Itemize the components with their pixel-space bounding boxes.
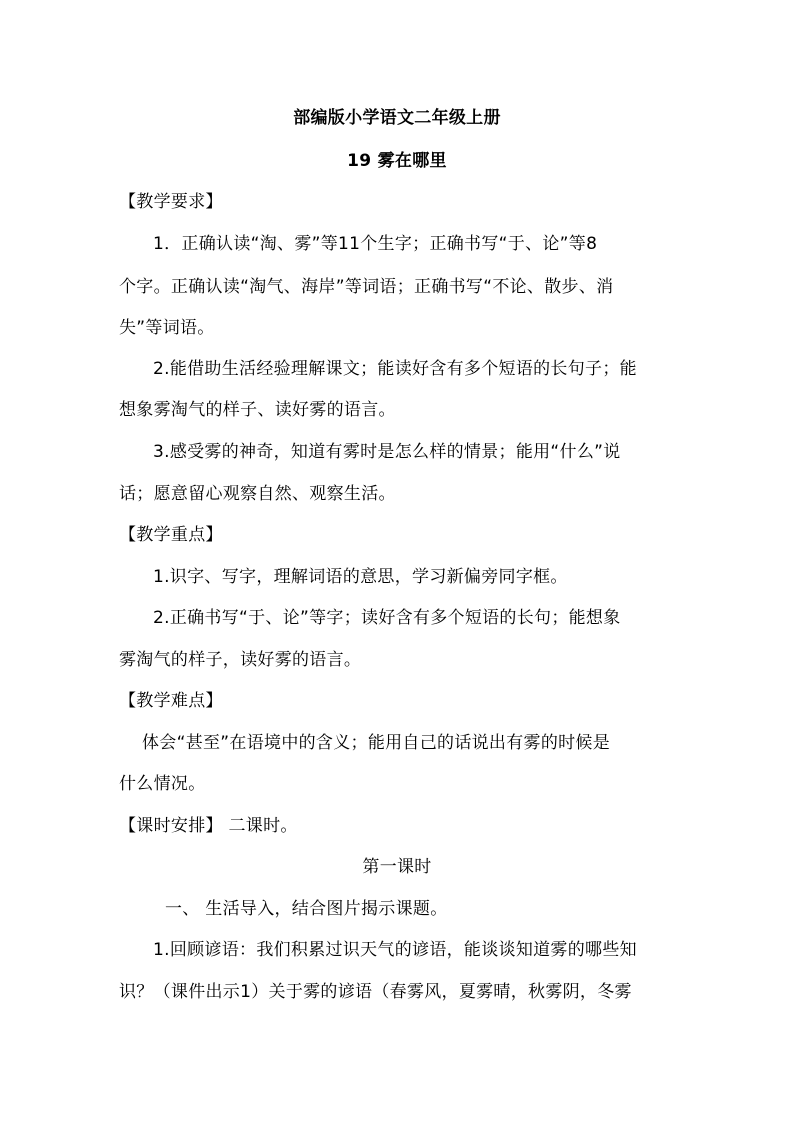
requirement-3-line-1: 3.感受雾的神奇，知道有雾时是怎么样的情景；能用“什么”说 xyxy=(153,442,621,462)
requirements-heading: 【教学要求】 xyxy=(119,192,223,212)
requirement-1-line-2: 个字。正确认读“淘气、海岸”等词语；正确书写“不论、散步、消 xyxy=(119,277,614,297)
key-point-2-line-2: 雾淘气的样子，读好雾的语言。 xyxy=(119,650,362,670)
lesson-title: 第一课时 xyxy=(362,857,432,877)
lesson-subtitle: 19 雾在哪里 xyxy=(347,151,447,171)
step-1-1-line-1: 1.回顾谚语：我们积累过识天气的谚语，能谈谈知道雾的哪些知 xyxy=(153,940,637,960)
requirement-1-line-1: 1．正确认读“淘、雾”等11个生字；正确书写“于、论”等8 xyxy=(153,234,598,254)
key-points-heading: 【教学重点】 xyxy=(119,525,223,545)
requirement-2-line-1: 2.能借助生活经验理解课文；能读好含有多个短语的长句子；能 xyxy=(153,359,637,379)
requirement-3-line-2: 话；愿意留心观察自然、观察生活。 xyxy=(119,484,396,504)
difficulty-heading: 【教学难点】 xyxy=(119,691,223,711)
key-point-2-line-1: 2.正确书写“于、论”等字；读好含有多个短语的长句；能想象 xyxy=(153,608,621,628)
key-point-1: 1.识字、写字，理解词语的意思，学习新偏旁同字框。 xyxy=(153,567,568,587)
schedule-line: 【课时安排】 二课时。 xyxy=(119,816,298,836)
difficulty-line-1: 体会“甚至”在语境中的含义；能用自己的话说出有雾的时候是 xyxy=(142,733,611,753)
step-1-1-line-2: 识？（课件出示1）关于雾的谚语（春雾风，夏雾晴，秋雾阴，冬雾 xyxy=(119,982,632,1002)
requirement-1-line-3: 失”等词语。 xyxy=(119,318,215,338)
requirement-2-line-2: 想象雾淘气的样子、读好雾的语言。 xyxy=(119,400,396,420)
step-1-heading: 一、 生活导入，结合图片揭示课题。 xyxy=(165,899,448,919)
difficulty-line-2: 什么情况。 xyxy=(119,774,206,794)
document-title: 部编版小学语文二年级上册 xyxy=(293,108,501,128)
